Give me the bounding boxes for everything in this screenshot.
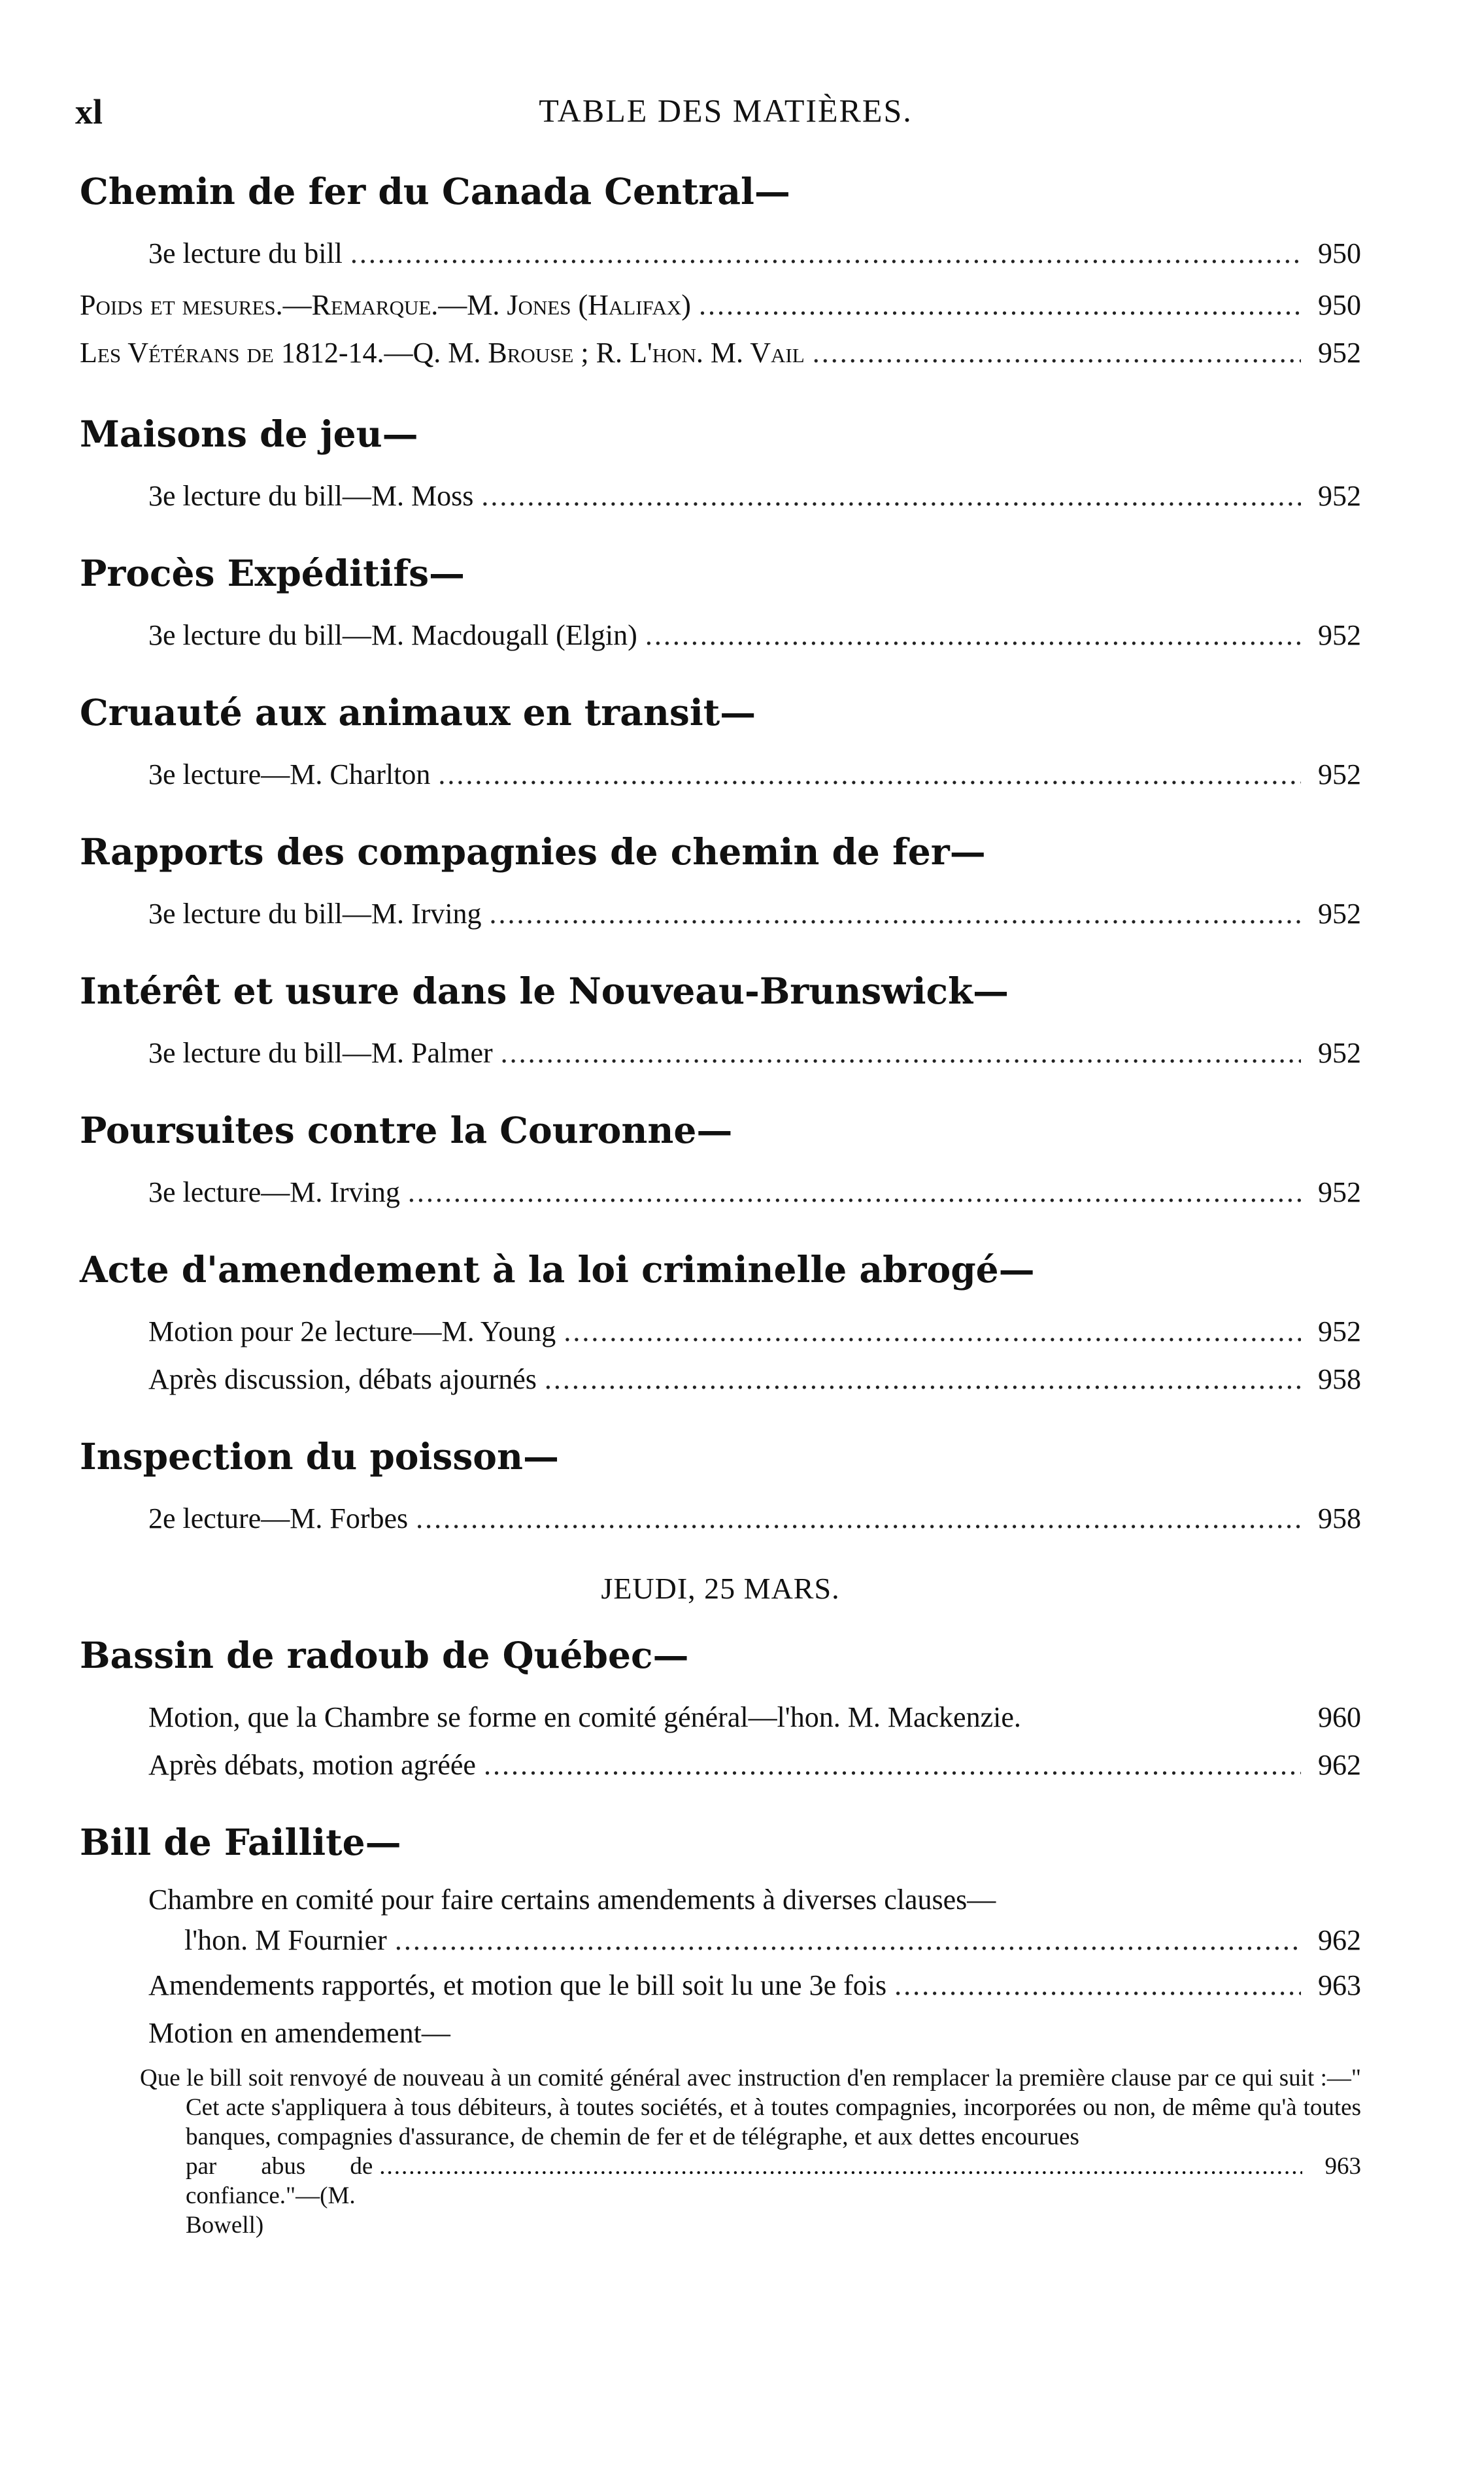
entry-text: 3e lecture du bill—M. Moss [148,480,474,512]
leader-dots [564,1308,1301,1355]
entry-page: 952 [1318,1315,1361,1347]
leader-dots [379,2152,1302,2181]
leader-dots [408,1168,1301,1216]
toc-entry [148,890,1361,938]
running-title: TABLE DES MATIÈRES. [539,92,913,129]
toc-section [80,1432,1361,1542]
entry-page: 950 [1318,289,1361,321]
toc-section [80,966,1361,1077]
leader-dots [350,229,1301,277]
leader-dots [813,329,1301,377]
toc-entry [148,1308,1361,1355]
leader-dots [894,1961,1301,2009]
table-of-contents [80,167,1361,2269]
section-title: Procès Expéditifs— [80,552,465,594]
section-title: Maisons de jeu— [80,413,418,455]
entry-text: 2e lecture—M. Forbes [148,1502,409,1534]
page-header [75,92,1376,144]
toc-entry [148,1741,1361,1789]
toc-entry [148,1029,1361,1077]
toc-entry [148,1495,1361,1542]
toc-entry [80,281,1361,329]
toc-section [80,409,1361,520]
toc-entry-wrapped [148,1880,1361,1961]
leader-dots [490,890,1301,938]
entry-text: Après discussion, débats ajournés [148,1363,537,1395]
toc-section [80,549,1361,659]
note-text: Que le bill soit renvoyé de nouveau à un comité général avec instruction d'en remplacer la première clause par ce qui suit :—" Cet acte s'appliquera à tous débiteurs, à toutes sociétés, et à toutes compagnies, incorporées ou non, de même qu'à toutes banques, compagnies d'assurance, de chemin de fer et de télégraphe, et aux dettes encourues [140,2065,1361,2150]
toc-entry [148,1355,1361,1403]
entry-text: 3e lecture—M. Charlton [148,758,431,790]
toc-entry [148,1168,1361,1216]
section-title: Poursuites contre la Couronne— [80,1109,733,1151]
note-page: 963 [1324,2153,1361,2180]
entry-text: Motion, que la Chambre se forme en comité général—l'hon. M. Mackenzie. [148,1701,1021,1733]
entry-text: Après débats, motion agréée [148,1749,476,1781]
entry-page: 952 [1318,1176,1361,1208]
entry-text: Les Vétérans de 1812-14.—Q. M. Brouse ; R. L'hon. M. Vail [80,337,805,369]
toc-section [80,1818,1361,2240]
entry-page: 950 [1318,237,1361,269]
entry-text: 3e lecture du bill—M. Macdougall (Elgin) [148,619,637,651]
entry-page: 958 [1318,1363,1361,1395]
toc-section [80,1245,1361,1403]
section-title: Acte d'amendement à la loi criminelle abrogé— [80,1248,1035,1291]
entry-text: 3e lecture—M. Irving [148,1176,400,1208]
leader-dots [645,611,1301,659]
toc-section [80,167,1361,277]
entry-page: 952 [1318,337,1361,369]
toc-entry [148,611,1361,659]
toc-entry [148,751,1361,798]
entry-page: 960 [1318,1701,1361,1733]
toc-section [80,1631,1361,1789]
leader-dots [416,1495,1301,1542]
section-title: Cruauté aux animaux en transit— [80,691,756,734]
note-last-line [140,2152,1361,2240]
entry-page: 962 [1318,1749,1361,1781]
toc-section [80,1106,1361,1216]
toc-entry [148,472,1361,520]
section-title: Bassin de radoub de Québec— [80,1634,689,1676]
entry-page: 952 [1318,480,1361,512]
day-heading: JEUDI, 25 MARS. [601,1572,840,1605]
leader-dots [484,1741,1301,1789]
leader-dots [395,1920,1301,1961]
entry-page: 963 [1318,1969,1361,2001]
section-title: Rapports des compagnies de chemin de fer— [80,830,986,873]
entry-text: 3e lecture du bill [148,237,343,269]
leader-dots [699,281,1301,329]
toc-section [80,281,1361,377]
entry-page: 952 [1318,898,1361,930]
entry-text: Motion pour 2e lecture—M. Young [148,1315,556,1347]
toc-entry [148,229,1361,277]
section-title: Intérêt et usure dans le Nouveau-Brunswick— [80,970,1009,1012]
entry-continuation [184,1920,1361,1961]
entry-text: 3e lecture du bill—M. Irving [148,898,482,930]
amendment-note [140,2063,1361,2240]
entry-page: 952 [1318,1037,1361,1069]
entry-text-line2: l'hon. M Fournier [184,1924,387,1956]
entry-text: 3e lecture du bill—M. Palmer [148,1037,493,1069]
note-last-text: par abus de confiance."—(M. Bowell) [186,2153,373,2239]
toc-entry [148,1961,1361,2009]
entry-text: Poids et mesures.—Remarque.—M. Jones (Halifax) [80,289,691,321]
leader-dots [481,472,1301,520]
entry-page: 962 [1318,1924,1361,1956]
toc-entry [80,329,1361,377]
leader-dots [545,1355,1301,1403]
toc-entry [148,1693,1361,1741]
toc-entry-plain: Motion en amendement— [148,2017,450,2049]
toc-section [80,688,1361,798]
entry-text: Amendements rapportés, et motion que le bill soit lu une 3e fois [148,1969,887,2001]
entry-text-line1: Chambre en comité pour faire certains amendements à diverses clauses— [148,1884,996,1916]
section-title: Bill de Faillite— [80,1821,401,1863]
leader-dots [501,1029,1301,1077]
entry-page: 952 [1318,758,1361,790]
section-title: Chemin de fer du Canada Central— [80,170,790,212]
folio: xl [75,92,103,131]
section-title: Inspection du poisson— [80,1435,559,1478]
entry-page: 952 [1318,619,1361,651]
entry-page: 958 [1318,1502,1361,1534]
toc-section [80,827,1361,938]
leader-dots [438,751,1301,798]
